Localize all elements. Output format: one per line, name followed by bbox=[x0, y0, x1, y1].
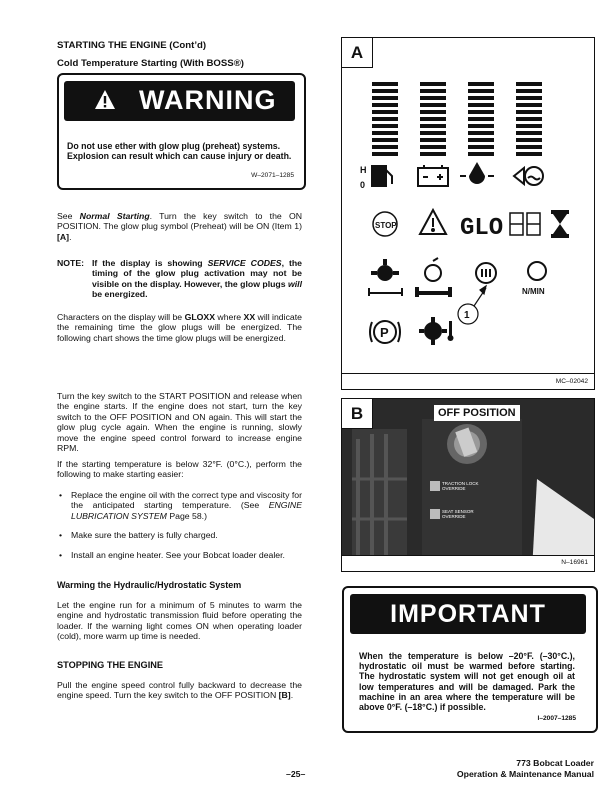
important-title: IMPORTANT bbox=[390, 600, 546, 628]
hourglass-icon bbox=[551, 210, 569, 238]
alert-triangle-icon bbox=[420, 210, 446, 234]
bullet-list bbox=[57, 490, 302, 560]
off-position-caption: OFF POSITION bbox=[434, 405, 520, 421]
paragraph-start: Turn the key switch to the START POSITION and release when the engine starts. If the engine does not start, turn the key switch to the OFF POSITION and ON again. This will start the glow plug cycle again. When the engine is running, slowly move the engine speed control forward to increase engine RPM. bbox=[57, 391, 302, 454]
figure-a-display-panel bbox=[341, 37, 595, 390]
warning-icon bbox=[94, 89, 116, 111]
figure-label: B bbox=[342, 399, 373, 429]
important-code: I–2007–1285 bbox=[537, 715, 576, 722]
item-callout bbox=[458, 286, 486, 324]
paragraph-warmup: Let the engine run for a minimum of 5 minutes to warm the engine and hydrostatic transmission fluid before operating the loader. If the warning light comes ON when operating loader (cold), more warm up time is needed. bbox=[57, 600, 302, 642]
note-service-codes: NOTE: If the display is showing SERVICE CODES, the timing of the glow plug activation may not be visible on the display. However, the glow plugs will be energized. bbox=[57, 258, 302, 300]
figure-b-photo bbox=[341, 398, 595, 572]
battery-icon bbox=[418, 165, 448, 186]
warning-code: W–2071–1285 bbox=[251, 172, 294, 179]
oil-pressure-icon bbox=[460, 162, 494, 184]
bar-gauge-3 bbox=[468, 82, 494, 156]
fuel-icon bbox=[360, 165, 392, 190]
paragraph-stopping: Pull the engine speed control fully backward to decrease the engine speed. Turn the key switch to the OFF POSITION [B]. bbox=[57, 680, 302, 701]
warning-title: WARNING bbox=[139, 85, 277, 115]
engine-speed-icon bbox=[522, 262, 546, 296]
parking-brake-icon bbox=[370, 321, 400, 343]
paragraph-gloxx: Characters on the display will be GLOXX where XX will indicate the remaining time the glow plugs will be energized. The following chart shows the time glow plugs will be energized. bbox=[57, 312, 302, 343]
manual-title-1: 773 Bobcat Loader bbox=[516, 758, 594, 768]
important-text: When the temperature is below –20°F. (–30°C.), hydrostatic oil must be warmed before starting. The hydrostatic system will not get enough oil at low temperatures and will be damaged. Park the machine in an area where the temperature will be above 0°F. (–18°C.) if possible. bbox=[359, 651, 575, 713]
paragraph-preheat: See Normal Starting. Turn the key switch to the ON POSITION. The glow plug symbol (Preheat) will be ON (Item 1) [A]. bbox=[57, 211, 302, 242]
seven-segment-digits bbox=[510, 213, 540, 235]
nmin-text: N/MIN bbox=[522, 287, 545, 296]
subsection-heading: Cold Temperature Starting (With BOSS®) bbox=[57, 58, 244, 69]
traction-lock-label: TRACTION LOCK OVERRIDE bbox=[442, 481, 479, 491]
figure-b-code: N–16961 bbox=[561, 559, 588, 566]
figure-footer bbox=[342, 555, 594, 572]
page-number: –25– bbox=[286, 769, 306, 779]
seat-sensor-label: SEAT SENSOR OVERRIDE bbox=[442, 509, 474, 519]
heading-hydraulic: Warming the Hydraulic/Hydrostatic System bbox=[57, 580, 242, 590]
warning-box bbox=[57, 73, 306, 190]
list-item: • Make sure the battery is fully charged. bbox=[57, 530, 302, 540]
coolant-temp-icon bbox=[514, 167, 543, 185]
paragraph-cold-start: If the starting temperature is below 32°F. (0°C.), perform the following to make starting easier: bbox=[57, 459, 302, 480]
svg-text:H: H bbox=[360, 165, 367, 175]
warning-text: Do not use ether with glow plug (preheat) systems. Explosion can result which can cause injury or death. bbox=[67, 141, 292, 162]
heading-stopping: STOPPING THE ENGINE bbox=[57, 660, 164, 670]
bar-gauge-4 bbox=[516, 82, 542, 156]
stop-icon bbox=[373, 212, 397, 236]
parking-p: P bbox=[380, 325, 389, 340]
list-item: • Replace the engine oil with the correct type and viscosity for the anticipated starting temperature. (See ENGINE LUBRICATION SYSTEM Page 58.) bbox=[57, 490, 302, 521]
figure-label: A bbox=[342, 38, 373, 68]
note-label: NOTE: bbox=[57, 258, 85, 268]
glow-plug-icon bbox=[476, 263, 496, 283]
item-number: 1 bbox=[464, 310, 470, 321]
bar-gauges bbox=[372, 82, 542, 156]
important-banner bbox=[350, 594, 586, 634]
bar-gauge-2 bbox=[420, 82, 446, 156]
hydraulic-temp-icon bbox=[419, 317, 454, 345]
display-readout: GLO bbox=[460, 215, 504, 242]
svg-text:0: 0 bbox=[360, 180, 366, 190]
engine-oil-icon bbox=[416, 258, 451, 296]
hydraulic-icon bbox=[368, 259, 403, 296]
display-diagram bbox=[342, 38, 594, 389]
warning-banner bbox=[64, 81, 295, 121]
important-box bbox=[342, 586, 598, 733]
bar-gauge-1 bbox=[372, 82, 398, 156]
figure-a-code: MC–02042 bbox=[555, 378, 588, 385]
figure-divider bbox=[342, 373, 594, 374]
list-item: • Install an engine heater. See your Bobcat loader dealer. bbox=[57, 550, 302, 560]
section-heading: STARTING THE ENGINE (Cont’d) bbox=[57, 40, 207, 51]
stop-text: STOP bbox=[375, 221, 397, 230]
manual-title-2: Operation & Maintenance Manual bbox=[456, 769, 594, 779]
